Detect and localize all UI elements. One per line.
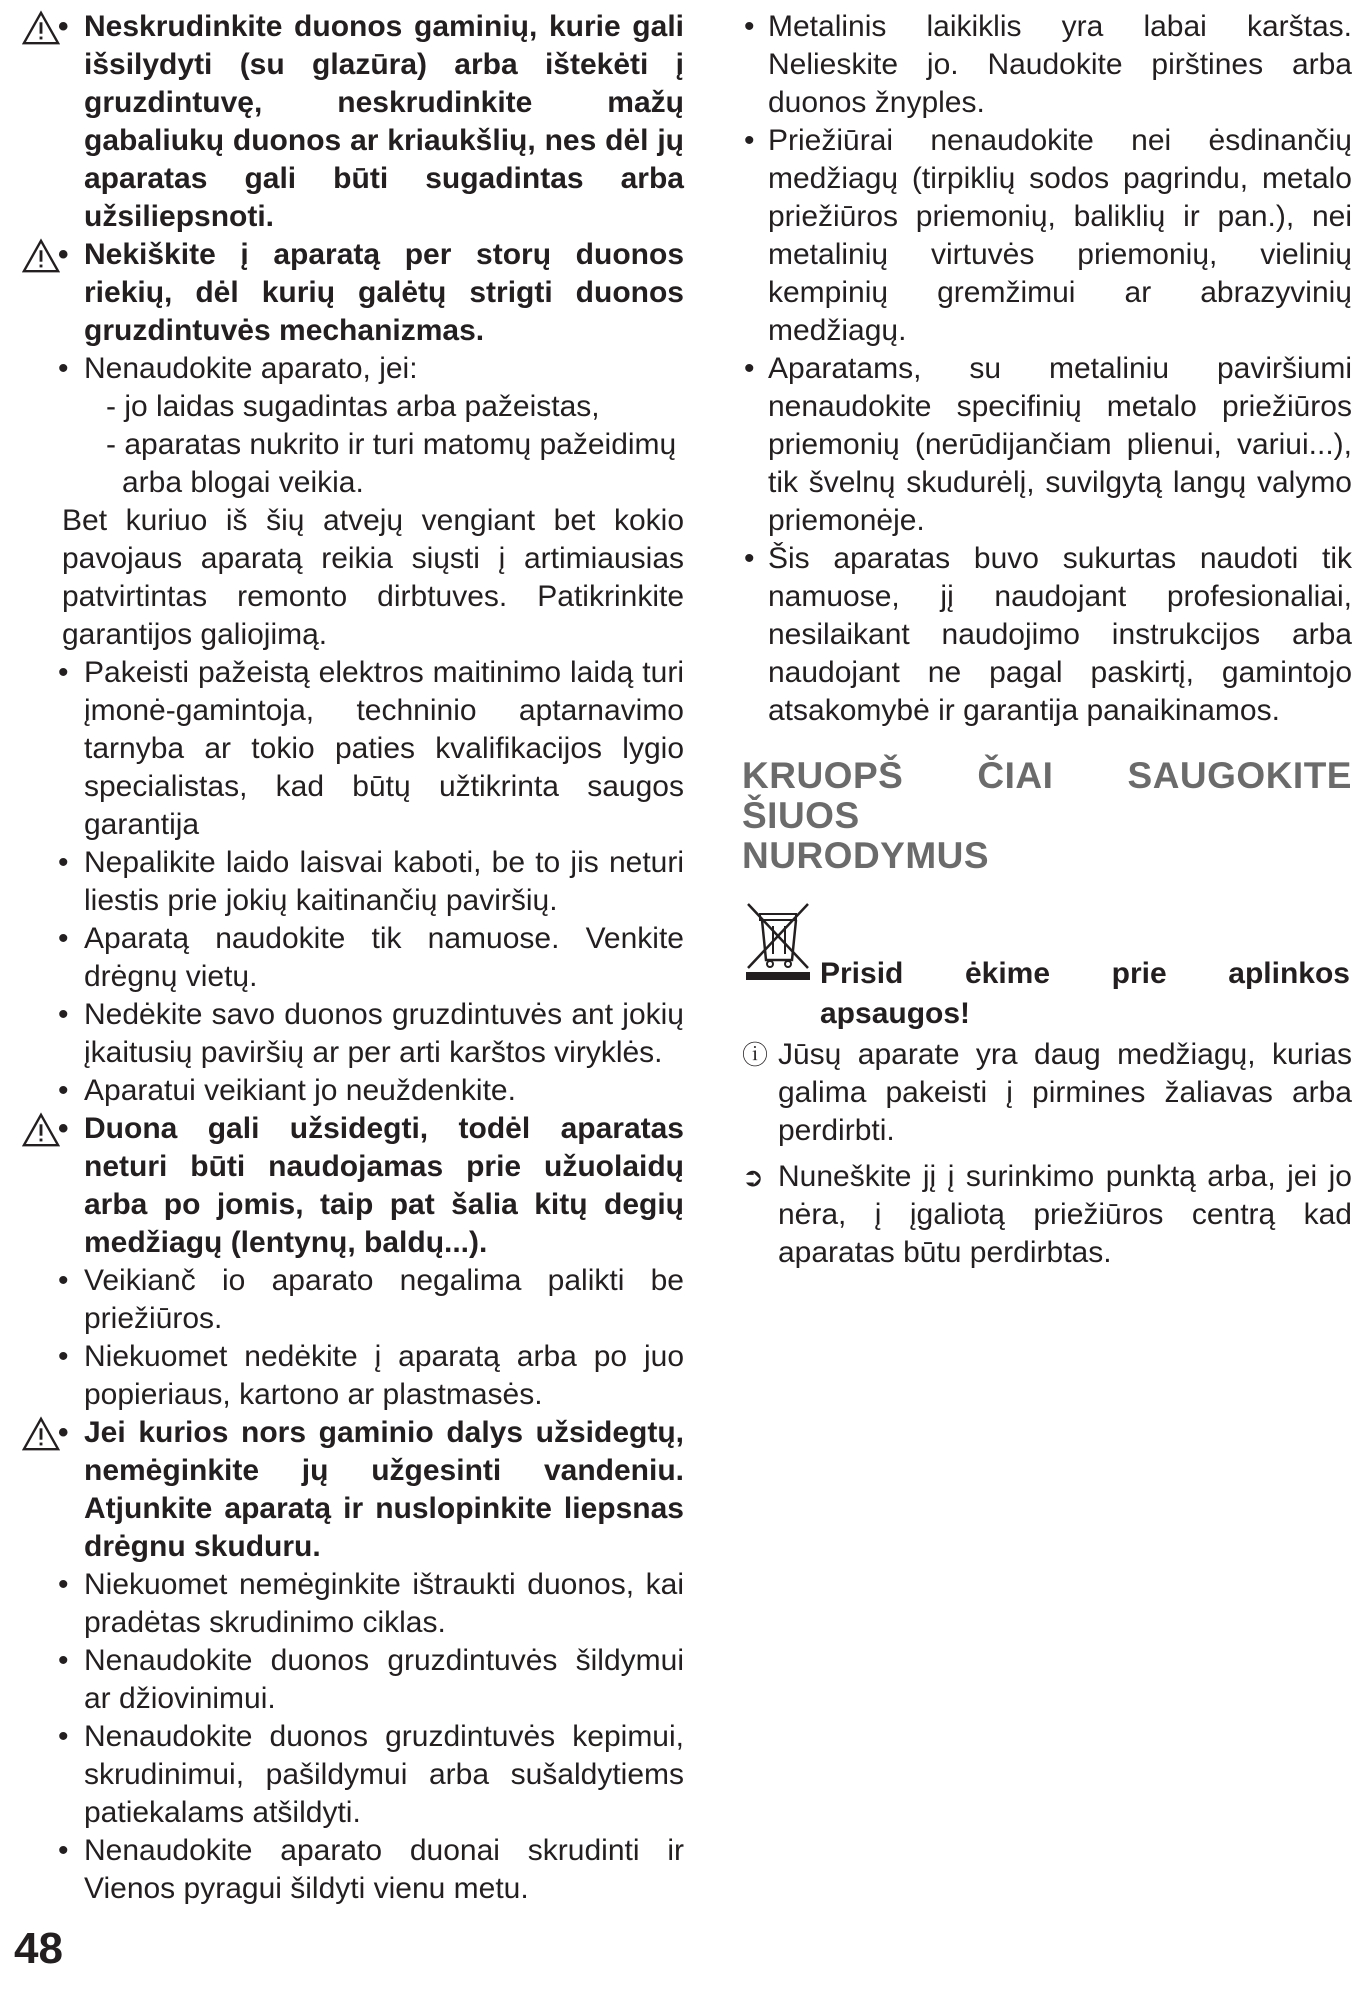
environment-slogan (820, 954, 1350, 1034)
bullet: • (744, 10, 755, 43)
list-item-text: Nenaudokite aparato, jei: (84, 352, 418, 385)
info-item-materials (742, 1036, 1352, 1150)
list-item-metal-surface (744, 350, 1352, 540)
list-item-paper (58, 1338, 684, 1414)
list-item-text: Nenaudokite duonos gruzdintuvės šildymui ar džiovinimui. (84, 1644, 684, 1715)
bullet: • (58, 1340, 69, 1373)
slogan-line-2: apsaugos! (820, 997, 971, 1030)
warning-triangle-icon (22, 238, 60, 274)
bullet: • (58, 1416, 69, 1449)
slogan-line-1: Prisid ėkime prie aplinkos (820, 957, 1350, 990)
bullet: • (58, 1644, 69, 1677)
list-item-text: Niekuomet nemėginkite ištraukti duonos, kai pradėtas skrudinimo ciklas. (84, 1568, 684, 1639)
list-item-text: Veikianč io aparato negalima palikti be priežiūros. (84, 1264, 684, 1335)
sub-item-cord-damaged: - jo laidas sugadintas arba pažeistas, (106, 390, 600, 423)
warning-item-fire-curtains (58, 1110, 684, 1262)
bullet: • (58, 846, 69, 879)
bullet: • (58, 1834, 69, 1867)
bullet: • (58, 922, 69, 955)
bullet: • (58, 238, 69, 271)
page-number: 48 (14, 1924, 63, 1973)
crossed-bin-icon (742, 898, 816, 982)
list-item-home-use (58, 920, 684, 996)
list-item-hot-surface (58, 996, 684, 1072)
warning-text: Nekiškite į aparatą per storų duonos riekių, dėl kurių galėtų strigti duonos gruzdintuvės mechanizmas. (84, 238, 684, 347)
list-item-pull-bread (58, 1566, 684, 1642)
list-item-dont-use (58, 350, 684, 388)
bullet: • (58, 656, 69, 689)
list-item-care (744, 122, 1352, 350)
list-item-metal-holder (744, 8, 1352, 122)
bullet: • (58, 352, 69, 385)
list-item-text: Niekuomet nedėkite į aparatą arba po juo popieriaus, kartono ar plastmasės. (84, 1340, 684, 1411)
warning-text: Duona gali užsidegti, todėl aparatas neturi būti naudojamas prie užuolaidų arba po jomis, taip pat šalia kitų degių medžiagų (lentynų, baldų...). (84, 1112, 684, 1259)
info-item-collection (742, 1158, 1352, 1272)
list-item-text: Nedėkite savo duonos gruzdintuvės ant jokių įkaitusių paviršių ar per arti karštos viryklės. (84, 998, 684, 1069)
bullet: • (58, 1074, 69, 1107)
right-column (742, 8, 1352, 1272)
bullet: • (744, 542, 755, 575)
list-item-text: Metalinis laikiklis yra labai karštas. Nelieskite jo. Naudokite pirštines arba duonos žnyples. (768, 10, 1352, 119)
list-item-text: Nenaudokite aparato duonai skrudinti ir Vienos pyragui šildyti vienu metu. (84, 1834, 684, 1905)
heading-line-1: KRUOPŠ ČIAI SAUGOKITE ŠIUOS (742, 755, 1352, 836)
list-item-cord-hang (58, 844, 684, 920)
bullet: • (58, 1720, 69, 1753)
list-item-text: Pakeisti pažeistą elektros maitinimo laidą turi įmonė-gamintoja, techninio aptarnavimo tarnyba ar tokio paties kvalifikacijos lygio specialistas, kad būtų užtikrinta saugos garantija (84, 656, 684, 841)
sub-item-fallen: - aparatas nukrito ir turi matomų pažeidimų (106, 428, 677, 461)
bullet: • (744, 352, 755, 385)
list-item-cord-replace (58, 654, 684, 844)
list-item-text: Aparatą naudokite tik namuose. Venkite drėgnų vietų. (84, 922, 684, 993)
warning-text: Jei kurios nors gaminio dalys užsidegtų, nemėginkite jų užgesinti vandeniu. Atjunkite aparatą ir nuslopinkite liepsnas drėgnu skuduru. (84, 1416, 684, 1563)
warning-item-fire-water (58, 1414, 684, 1566)
list-item-cover (58, 1072, 684, 1110)
bullet: • (58, 10, 69, 43)
info-icon: ⓘ (742, 1040, 769, 1070)
warning-item-glaze (58, 8, 684, 236)
list-item-heating (58, 1642, 684, 1718)
bullet: • (58, 1264, 69, 1297)
list-item-household-only (744, 540, 1352, 730)
bullet: • (58, 1112, 69, 1145)
arrow-right-icon: ➲ (742, 1162, 764, 1192)
list-item-text: Nepalikite laido laisvai kaboti, be to jis neturi liestis prie jokių kaitinančių paviršių. (84, 846, 684, 917)
bullet: • (58, 998, 69, 1031)
list-item-text: Nenaudokite duonos gruzdintuvės kepimui, skrudinimui, pašildymui arba sušaldytiems patiekalams atšildyti. (84, 1720, 684, 1829)
warning-text: Neskrudinkite duonos gaminių, kurie gali išsilydyti (su glazūra) arba ištekėti į gruzdintuvę, neskrudinkite mažų gabaliukų duonos ar kriaukšlių, nes dėl jų aparatas gali būti sugadintas arba užsiliepsnoti. (84, 10, 684, 233)
list-item-text: Šis aparatas buvo sukurtas naudoti tik namuose, jį naudojant profesionaliai, nesilaikant naudojimo instrukcijos arba naudojant ne pagal paskirtį, gamintojo atsakomybė ir garantija panaikinamos. (768, 542, 1352, 727)
warning-item-thick-slices (58, 236, 684, 350)
list-item-text: Aparatui veikiant jo neuždenkite. (84, 1074, 516, 1107)
bullet: • (58, 1568, 69, 1601)
warning-triangle-icon (22, 1416, 60, 1452)
sub-item-fallen-cont: arba blogai veikia. (122, 466, 364, 499)
list-item-text: Aparatams, su metaliniu paviršiumi nenaudokite specifinių metalo priežiūros priemonių (nerūdijančiam plienui, variui...), tik švelnų skudurėlį, suvilgytą langų valymo priemonėje. (768, 352, 1352, 537)
heading-line-2: NURODYMUS (742, 835, 990, 876)
list-item-baking (58, 1718, 684, 1832)
info-text: Nuneškite jį į surinkimo punktą arba, jei jo nėra, į įgaliotą priežiūros centrą kad aparatas būtu perdirbtas. (778, 1160, 1352, 1269)
warning-triangle-icon (22, 1112, 60, 1148)
left-column (24, 8, 684, 1908)
info-text: Jūsų aparate yra daug medžiagų, kurias galima pakeisti į pirmines žaliavas arba perdirbti. (778, 1038, 1352, 1147)
paragraph-service: Bet kuriuo iš šių atvejų vengiant bet kokio pavojaus aparatą reikia siųsti į artimiausias patvirtintas remonto dirbtuves. Patikrinkite garantijos galiojimą. (62, 504, 684, 651)
section-heading (742, 756, 1352, 876)
bullet: • (744, 124, 755, 157)
warning-triangle-icon (22, 10, 60, 46)
list-item-text: Priežiūrai nenaudokite nei ėsdinančių medžiagų (tirpiklių sodos pagrindu, metalo priežiūros priemonių, baliklių ir pan.), nei metalinių virtuvės priemonių, vielinių kempinių gremžimui ar abrazyvinių medžiagų. (768, 124, 1352, 347)
list-item-unattended (58, 1262, 684, 1338)
list-item-vienna (58, 1832, 684, 1908)
environment-block (742, 898, 1352, 1028)
